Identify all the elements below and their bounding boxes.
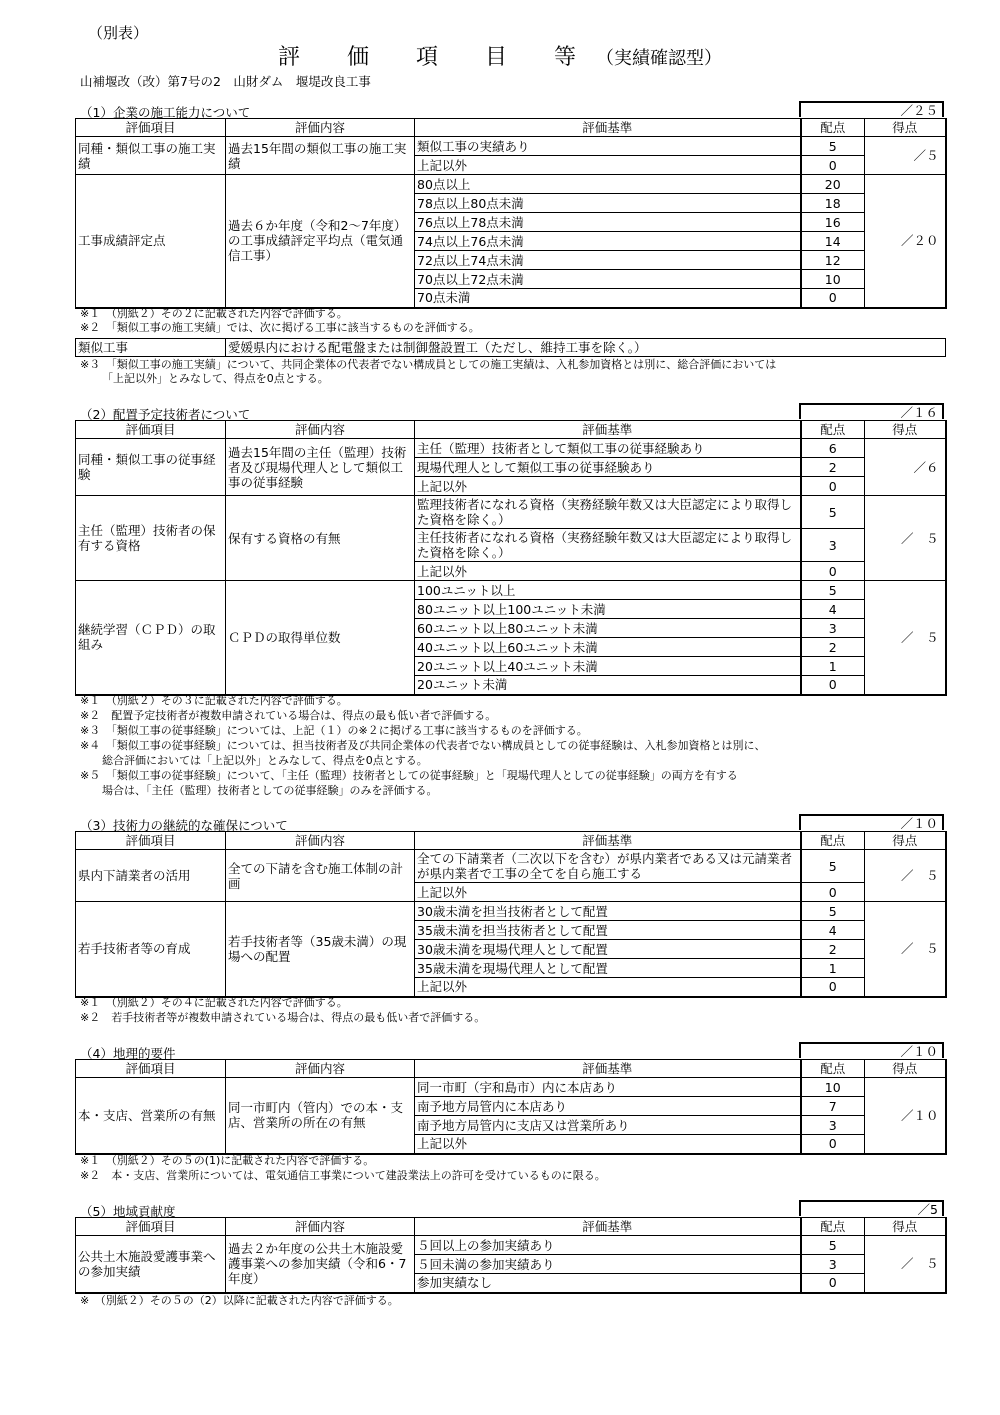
s4-title: （4）地理的要件	[80, 1046, 176, 1061]
s3-r2-criteria: 35歳未満を現場代理人として配置	[415, 959, 801, 978]
s2-note5b: 場合は、「主任（監理）技術者としての従事経験」のみを評価する。	[102, 784, 438, 797]
s3-r2-criteria: 上記以外	[415, 978, 801, 997]
s1-r1-criteria: 類似工事の実績あり	[415, 137, 801, 156]
s2-note5a: ※５ 「類似工事の従事経験」について、「主任（監理）技術者としての従事経験」と「現場代理人としての従事経験」の両方を有する	[80, 769, 738, 782]
s1-similar-table	[75, 338, 946, 357]
s1-r2-criteria: 76点以上78点未満	[415, 213, 801, 232]
col-item: 評価項目	[76, 1218, 226, 1236]
s1-r2-points: 12	[801, 251, 865, 270]
col-criteria: 評価基準	[415, 119, 801, 137]
s2-total: ／１６	[799, 403, 944, 419]
s4-note1: ※１ （別紙２）その５の(1)に記載された内容で評価する。	[80, 1154, 375, 1167]
s3-title: （3）技術力の継続的な確保について	[80, 818, 288, 833]
s2-note2: ※２ 配置予定技術者が複数申請されている場合は、得点の最も低い者で評価する。	[80, 709, 497, 722]
s3-note2: ※２ 若手技術者等が複数申請されている場合は、得点の最も低い者で評価する。	[80, 1011, 486, 1024]
s4-r1-criteria: 南予地方局管内に支店又は営業所あり	[415, 1116, 801, 1135]
col-item: 評価項目	[76, 832, 226, 850]
col-item: 評価項目	[76, 119, 226, 137]
s1-r2-score: ／２０	[865, 175, 946, 308]
s4-r1-item: 本・支店、営業所の有無	[76, 1078, 226, 1154]
s2-r3-points: 1	[801, 657, 865, 676]
col-score: 得点	[865, 1218, 946, 1236]
s1-r2-points: 14	[801, 232, 865, 251]
bessho-label: （別表）	[88, 24, 149, 42]
similar-label: 類似工事	[76, 339, 226, 357]
s5-r1-points: 0	[801, 1274, 865, 1293]
s1-r2-criteria: 70点未満	[415, 289, 801, 308]
col-score: 得点	[865, 421, 946, 439]
s2-r3-points: 0	[801, 676, 865, 695]
s3-r2-criteria: 30歳未満を担当技術者として配置	[415, 902, 801, 921]
s2-r1-points: 2	[801, 458, 865, 477]
s5-r1-points: 5	[801, 1236, 865, 1255]
s5-r1-criteria: ５回未満の参加実績あり	[415, 1255, 801, 1274]
s1-r1-item: 同種・類似工事の施工実績	[76, 137, 226, 175]
s5-r1-item: 公共土木施設愛護事業への参加実績	[76, 1236, 226, 1293]
s4-r1-score: ／１０	[865, 1078, 946, 1154]
s3-r2-criteria: 30歳未満を現場代理人として配置	[415, 940, 801, 959]
s2-r3-points: 5	[801, 581, 865, 600]
s2-r2-points: 5	[801, 496, 865, 529]
s3-r2-points: 4	[801, 921, 865, 940]
s3-r2-score: ／ ５	[865, 902, 946, 997]
s1-r2-points: 16	[801, 213, 865, 232]
title-main: 評 価 項 目 等	[278, 45, 596, 70]
s1-note3b: 「上記以外」とみなして、得点を0点とする。	[102, 372, 329, 385]
s4-r1-points: 3	[801, 1116, 865, 1135]
s2-r3-criteria: 80ユニット以上100ユニット未満	[415, 600, 801, 619]
s3-r1-score: ／ ５	[865, 850, 946, 902]
s5-r1-content: 過去２か年度の公共土木施設愛護事業への参加実績（令和6・7年度）	[226, 1236, 415, 1293]
s2-r2-points: 3	[801, 529, 865, 562]
s2-r1-criteria: 主任（監理）技術者として類似工事の従事経験あり	[415, 439, 801, 458]
s1-note3a: ※３ 「類似工事の施工実績」について、共同企業体の代表者でない構成員としての施工実績は、入札参加資格とは別に、総合評価においては	[80, 358, 777, 371]
s3-r2-content: 若手技術者等（35歳未満）の現場への配置	[226, 902, 415, 997]
s2-r1-content: 過去15年間の主任（監理）技術者及び現場代理人として類似工事の従事経験	[226, 439, 415, 496]
col-points: 配点	[801, 832, 865, 850]
s4-r1-points: 7	[801, 1097, 865, 1116]
s4-note2: ※２ 本・支店、営業所については、電気通信工事業について建設業法上の許可を受けているものに限る。	[80, 1169, 606, 1182]
s4-r1-criteria: 上記以外	[415, 1135, 801, 1154]
s2-r3-criteria: 40ユニット以上60ユニット未満	[415, 638, 801, 657]
s3-total: ／１０	[799, 814, 944, 830]
s3-r1-item: 県内下請業者の活用	[76, 850, 226, 902]
s1-r2-content: 過去６か年度（令和2～7年度）の工事成績評定平均点（電気通信工事）	[226, 175, 415, 308]
s2-r2-criteria: 主任技術者になれる資格（実務経験年数又は大臣認定により取得した資格を除く。）	[415, 529, 801, 562]
col-score: 得点	[865, 832, 946, 850]
s1-r2-points: 0	[801, 289, 865, 308]
col-score: 得点	[865, 1060, 946, 1078]
s1-note2: ※２ 「類似工事の施工実績」では、次に掲げる工事に該当するものを評価する。	[80, 321, 480, 334]
s2-r3-criteria: 20ユニット以上40ユニット未満	[415, 657, 801, 676]
s2-r3-criteria: 100ユニット以上	[415, 581, 801, 600]
s5-r1-points: 3	[801, 1255, 865, 1274]
s4-table	[75, 1059, 947, 1155]
s3-r1-criteria: 全ての下請業者（二次以下を含む）が県内業者である又は元請業者が県内業者で工事の全てを自ら施工する	[415, 850, 801, 883]
s2-r3-points: 4	[801, 600, 865, 619]
s1-r2-criteria: 74点以上76点未満	[415, 232, 801, 251]
s4-r1-criteria: 南予地方局管内に本店あり	[415, 1097, 801, 1116]
s3-r2-criteria: 35歳未満を担当技術者として配置	[415, 921, 801, 940]
s1-r1-score: ／５	[865, 137, 946, 175]
title-sub: （実績確認型）	[595, 48, 722, 69]
s2-title: （2）配置予定技術者について	[80, 407, 251, 422]
project-subject: 山補堰改（改）第7号の2 山財ダム 堰堤改良工事	[80, 74, 371, 89]
s1-r1-points: 5	[801, 137, 865, 156]
s5-r1-score: ／ ５	[865, 1236, 946, 1293]
s3-r2-points: 2	[801, 940, 865, 959]
s1-r2-points: 18	[801, 194, 865, 213]
s2-r1-item: 同種・類似工事の従事経験	[76, 439, 226, 496]
s2-r1-criteria: 現場代理人として類似工事の従事経験あり	[415, 458, 801, 477]
s5-title: （5）地域貢献度	[80, 1204, 176, 1219]
s4-r1-points: 10	[801, 1078, 865, 1097]
s5-r1-criteria: ５回以上の参加実績あり	[415, 1236, 801, 1255]
s3-note1: ※１ （別紙２）その４に記載された内容で評価する。	[80, 996, 348, 1009]
s1-note1: ※１ （別紙２）その２に記載された内容で評価する。	[80, 307, 348, 320]
s3-r2-points: 5	[801, 902, 865, 921]
s4-r1-criteria: 同一市町（宇和島市）内に本店あり	[415, 1078, 801, 1097]
col-content: 評価内容	[226, 119, 415, 137]
s2-r3-points: 3	[801, 619, 865, 638]
s1-r1-points: 0	[801, 156, 865, 175]
col-content: 評価内容	[226, 1060, 415, 1078]
s1-r2-criteria: 72点以上74点未満	[415, 251, 801, 270]
s2-r2-content: 保有する資格の有無	[226, 496, 415, 581]
s3-r2-item: 若手技術者等の育成	[76, 902, 226, 997]
s1-r1-criteria: 上記以外	[415, 156, 801, 175]
page-title	[0, 40, 1000, 71]
s2-r3-content: ＣＰＤの取得単位数	[226, 581, 415, 695]
s2-r3-points: 2	[801, 638, 865, 657]
s1-r2-criteria: 80点以上	[415, 175, 801, 194]
s2-r1-points: 0	[801, 477, 865, 496]
s4-r1-points: 0	[801, 1135, 865, 1154]
s2-r3-criteria: 60ユニット以上80ユニット未満	[415, 619, 801, 638]
s3-r1-criteria: 上記以外	[415, 883, 801, 902]
s3-r2-points: 1	[801, 959, 865, 978]
col-criteria: 評価基準	[415, 421, 801, 439]
s1-r2-item: 工事成績評定点	[76, 175, 226, 308]
col-item: 評価項目	[76, 1060, 226, 1078]
col-criteria: 評価基準	[415, 832, 801, 850]
s2-r2-points: 0	[801, 562, 865, 581]
s1-title: （1）企業の施工能力について	[80, 105, 251, 120]
col-points: 配点	[801, 1060, 865, 1078]
s1-table	[75, 118, 947, 309]
col-points: 配点	[801, 1218, 865, 1236]
col-score: 得点	[865, 119, 946, 137]
s2-note3: ※３ 「類似工事の従事経験」については、上記（１）の※２に掲げる工事に該当するものを評価する。	[80, 724, 588, 737]
s4-total: ／１０	[799, 1042, 944, 1058]
col-content: 評価内容	[226, 832, 415, 850]
col-content: 評価内容	[226, 421, 415, 439]
s2-note4b: 総合評価においては「上記以外」とみなして、得点を0点とする。	[102, 754, 428, 767]
s2-r3-item: 継続学習（ＣＰＤ）の取組み	[76, 581, 226, 695]
s2-table	[75, 420, 947, 696]
s2-r1-criteria: 上記以外	[415, 477, 801, 496]
s2-r1-score: ／６	[865, 439, 946, 496]
s5-note1: ※ （別紙２）その５の（2）以降に記載された内容で評価する。	[80, 1294, 399, 1307]
s1-r2-criteria: 78点以上80点未満	[415, 194, 801, 213]
s3-r2-points: 0	[801, 978, 865, 997]
s3-r1-content: 全ての下請を含む施工体制の計画	[226, 850, 415, 902]
col-item: 評価項目	[76, 421, 226, 439]
s5-r1-criteria: 参加実績なし	[415, 1274, 801, 1293]
s5-table	[75, 1217, 947, 1294]
s2-r3-criteria: 20ユニット未満	[415, 676, 801, 695]
s1-r1-content: 過去15年間の類似工事の施工実績	[226, 137, 415, 175]
col-content: 評価内容	[226, 1218, 415, 1236]
similar-text: 愛媛県内における配電盤または制御盤設置工（ただし、維持工事を除く。）	[226, 339, 946, 357]
s2-r2-criteria: 監理技術者になれる資格（実務経験年数又は大臣認定により取得した資格を除く。）	[415, 496, 801, 529]
s2-note1: ※１ （別紙２）その３に記載された内容で評価する。	[80, 694, 348, 707]
s3-table	[75, 831, 947, 998]
s2-r2-criteria: 上記以外	[415, 562, 801, 581]
s1-r2-criteria: 70点以上72点未満	[415, 270, 801, 289]
s2-note4a: ※４ 「類似工事の従事経験」については、担当技術者及び共同企業体の代表者でない構成員としての従事経験は、入札参加資格とは別に、	[80, 739, 766, 752]
s1-r2-points: 20	[801, 175, 865, 194]
s2-r3-score: ／ ５	[865, 581, 946, 695]
s1-r2-points: 10	[801, 270, 865, 289]
col-points: 配点	[801, 119, 865, 137]
s2-r2-item: 主任（監理）技術者の保有する資格	[76, 496, 226, 581]
col-criteria: 評価基準	[415, 1218, 801, 1236]
col-points: 配点	[801, 421, 865, 439]
s2-r2-score: ／ ５	[865, 496, 946, 581]
s3-r1-points: 5	[801, 850, 865, 883]
s3-r1-points: 0	[801, 883, 865, 902]
col-criteria: 評価基準	[415, 1060, 801, 1078]
s2-r1-points: 6	[801, 439, 865, 458]
s1-total: ／２５	[799, 101, 944, 117]
s4-r1-content: 同一市町内（管内）での本・支店、営業所の所在の有無	[226, 1078, 415, 1154]
s5-total: ／5	[799, 1200, 944, 1216]
